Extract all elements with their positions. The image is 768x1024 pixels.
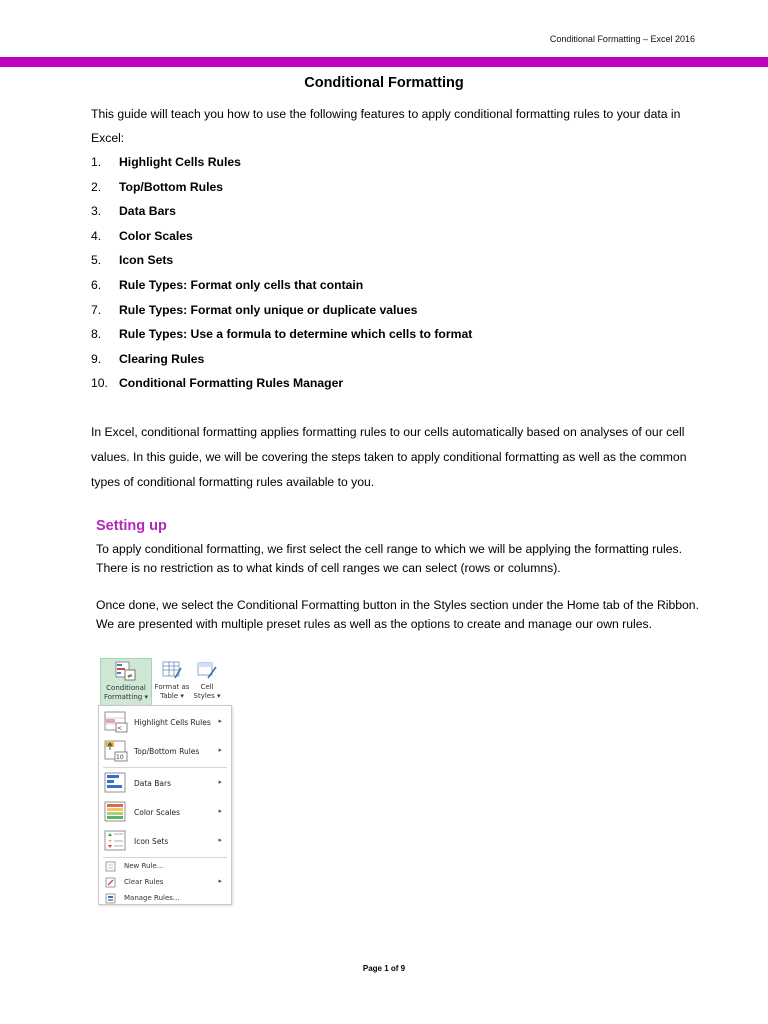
format-as-table-icon [161, 660, 183, 680]
list-item [91, 248, 472, 273]
submenu-arrow-icon: ▸ [218, 717, 222, 725]
menu-item-icon-sets[interactable] [99, 827, 231, 856]
submenu-arrow-icon: ▸ [218, 877, 222, 885]
list-label: Rule Types: Format only unique or duplicate values [119, 302, 418, 317]
list-label: Top/Bottom Rules [119, 179, 224, 194]
menu-item-clear-rules[interactable] [99, 875, 231, 891]
menu-separator [103, 857, 227, 858]
header-accent-bar [0, 57, 768, 67]
list-number: 6. [91, 277, 102, 292]
list-item [91, 371, 472, 396]
list-number: 9. [91, 351, 102, 366]
list-number: 8. [91, 327, 102, 342]
ribbon-label: Table ▾ [160, 692, 184, 700]
menu-item-color-scales[interactable] [99, 798, 231, 827]
menu-item-label: Color Scales [134, 808, 181, 817]
list-item [91, 273, 472, 298]
color-scales-icon [104, 801, 128, 823]
ribbon-label: Conditional [106, 684, 146, 692]
svg-text:10: 10 [116, 754, 124, 761]
page-number: Page 1 of 9 [362, 964, 406, 973]
clear-rules-icon [105, 877, 116, 888]
list-label: Icon Sets [119, 253, 174, 268]
list-number: 7. [91, 302, 102, 317]
format-as-table-button[interactable] [150, 658, 194, 708]
list-label: Rule Types: Format only cells that contain [119, 277, 364, 292]
list-item [91, 298, 472, 323]
data-bars-icon [104, 772, 128, 794]
submenu-arrow-icon: ▸ [218, 746, 222, 754]
svg-text:<: < [117, 725, 123, 732]
cell-styles-button[interactable] [192, 658, 222, 708]
menu-item-label: Highlight Cells Rules [134, 718, 211, 727]
ribbon-label: Cell [200, 683, 214, 691]
menu-item-label: New Rule... [124, 862, 164, 870]
menu-item-label: Icon Sets [134, 837, 169, 846]
setting-up-paragraph-2: Once done, we select the Conditional Formatting button in the Styles section under the Home tab of the Ribbon. We are presented with multiple preset rules as well as the options to create and manage our own rules. [96, 598, 699, 631]
conditional-formatting-button[interactable] [100, 658, 152, 710]
list-label: Rule Types: Use a formula to determine which cells to format [119, 327, 473, 342]
list-number: 10. [91, 376, 108, 391]
list-label: Color Scales [119, 228, 193, 243]
list-number: 4. [91, 228, 102, 243]
submenu-arrow-icon: ▸ [218, 807, 222, 815]
submenu-arrow-icon: ▸ [218, 778, 222, 786]
list-number: 3. [91, 204, 102, 219]
manage-rules-icon [105, 893, 116, 904]
intro-paragraph: This guide will teach you how to use the following features to apply conditional formatting rules to your data in Excel: [91, 107, 681, 145]
highlight-cells-icon [104, 711, 128, 733]
excel-menu-screenshot [98, 656, 232, 904]
list-label: Clearing Rules [119, 351, 205, 366]
setting-up-paragraph-1: To apply conditional formatting, we first select the cell range to which we will be applying the formatting rules. There is no restriction as to what kinds of cell ranges we can select (rows or columns). [96, 542, 682, 575]
ribbon-label: Styles ▾ [193, 692, 221, 700]
list-item [91, 224, 472, 249]
overview-paragraph: In Excel, conditional formatting applies formatting rules to our cells automatically based on analyses of our cell values. In this guide, we will be covering the steps taken to apply conditional formatting as well as the common types of conditional formatting rules available to you. [91, 425, 687, 489]
menu-item-highlight-cells-rules[interactable] [99, 708, 231, 737]
section-heading-setting-up: Setting up [96, 518, 167, 534]
menu-item-data-bars[interactable] [99, 769, 231, 798]
icon-sets-icon [104, 830, 128, 852]
menu-item-new-rule[interactable] [99, 859, 231, 875]
ribbon-label: Formatting ▾ [104, 693, 148, 701]
menu-item-label: Data Bars [134, 779, 172, 788]
menu-item-manage-rules[interactable] [99, 891, 231, 907]
list-item [91, 322, 472, 347]
list-number: 2. [91, 179, 102, 194]
menu-separator [103, 767, 227, 768]
svg-text:≠: ≠ [127, 672, 133, 680]
list-item [91, 175, 472, 200]
list-number: 1. [91, 155, 102, 169]
menu-item-top-bottom-rules[interactable] [99, 737, 231, 766]
list-label: Conditional Formatting Rules Manager [119, 376, 344, 391]
list-item [91, 347, 472, 372]
list-number: 5. [91, 253, 102, 268]
menu-item-label: Manage Rules... [124, 894, 180, 902]
ribbon-label: Format as [154, 683, 190, 691]
running-header: Conditional Formatting – Excel 2016 [549, 34, 695, 44]
list-item [91, 150, 472, 175]
list-item [91, 199, 472, 224]
page-title: Conditional Formatting [304, 75, 464, 91]
top-bottom-icon [104, 740, 128, 762]
menu-item-label: Clear Rules [124, 878, 164, 886]
list-label: Data Bars [119, 204, 176, 219]
cell-styles-icon [196, 660, 218, 680]
menu-item-label: Top/Bottom Rules [134, 747, 200, 756]
conditional-formatting-icon [115, 661, 137, 681]
feature-list [91, 150, 472, 396]
conditional-formatting-dropdown [98, 705, 232, 905]
submenu-arrow-icon: ▸ [218, 836, 222, 844]
new-rule-icon [105, 861, 116, 872]
list-label: Highlight Cells Rules [119, 155, 241, 169]
